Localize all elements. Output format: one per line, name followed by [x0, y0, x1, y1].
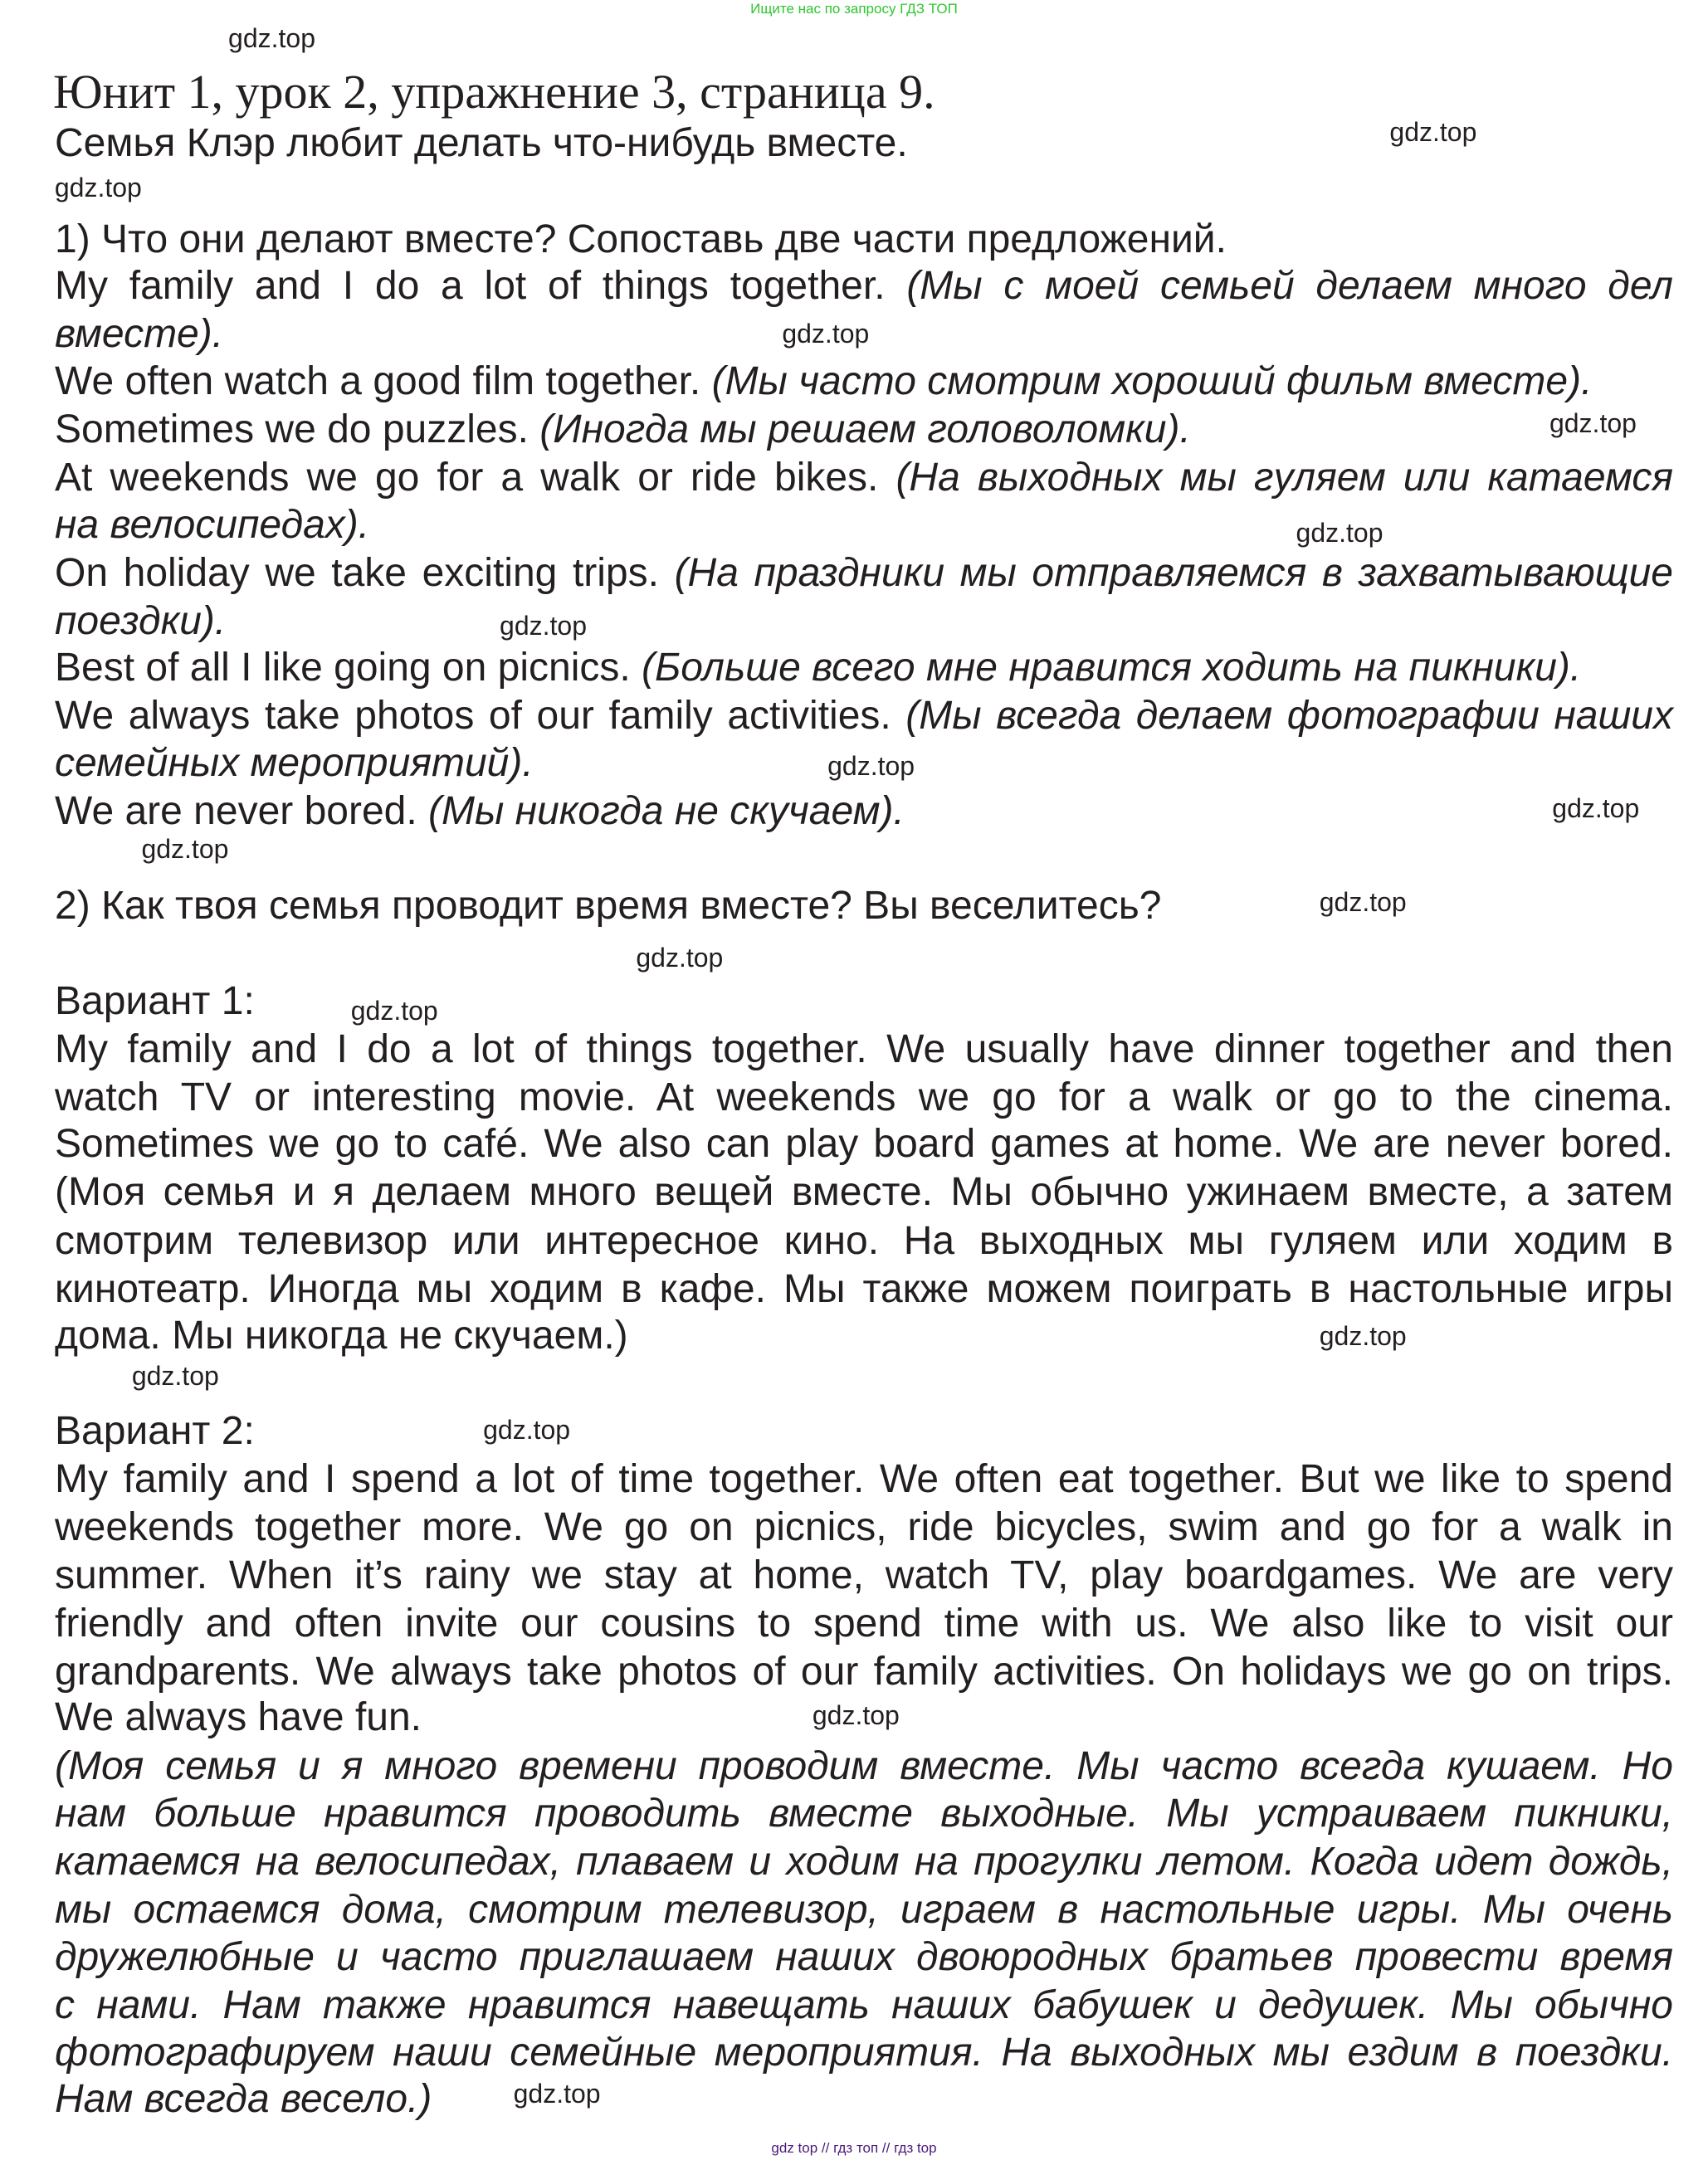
- translation-text: (На выходных мы гуляем или катаемся: [895, 456, 1674, 500]
- text-line: [55, 1982, 1673, 2030]
- text-line: [55, 692, 1673, 740]
- watermark: gdz.top: [500, 610, 587, 641]
- watermark: gdz.top: [54, 172, 142, 202]
- text-line: [55, 1120, 1673, 1168]
- text-line: [55, 1600, 1673, 1648]
- text-line: [55, 406, 1673, 454]
- watermark: gdz.top: [636, 942, 724, 973]
- text-segment: On holiday we take exciting trips.: [55, 551, 675, 595]
- translation-text: (Иногда мы решаем головоломки).: [539, 407, 1191, 451]
- text-segment: weekends together more. We go on picnics, ride bicycles, swim and go for a walk in: [55, 1505, 1673, 1549]
- watermark: gdz.top: [141, 833, 229, 864]
- translation-text: с нами. Нам также нравится навещать наших бабушек и дедушек. Мы обычно: [55, 1983, 1673, 2027]
- translation-text: (Мы всегда делаем фотографии наших: [905, 694, 1674, 738]
- translation-text: (Мы никогда не скучаем).: [428, 789, 905, 833]
- text-line: [55, 1312, 1673, 1360]
- text-line: [55, 1026, 1673, 1074]
- text-segment: grandparents. We always take photos of our family activities. On holidays we go on trips.: [55, 1650, 1673, 1694]
- text-segment: We are never bored.: [55, 789, 429, 833]
- watermark: gdz.top: [483, 1415, 571, 1446]
- watermark: gdz.top: [827, 750, 915, 781]
- text-segment: My family and I do a lot of things together.: [55, 264, 907, 308]
- text-segment: Вариант 2:: [55, 1409, 255, 1453]
- text-line: [55, 1217, 1673, 1265]
- text-segment: Семья Клэр любит делать что-нибудь вместе.: [55, 121, 908, 165]
- watermark: gdz.top: [812, 1699, 900, 1730]
- watermark: gdz.top: [1319, 1321, 1407, 1352]
- text-segment: дома. Мы никогда не скучаем.): [55, 1314, 628, 1358]
- text-segment: summer. When it’s rainy we stay at home, watch TV, play boardgames. We are very: [55, 1553, 1673, 1597]
- watermark: gdz.top: [1549, 407, 1637, 438]
- translation-text: вместе).: [55, 312, 224, 356]
- text-line: [55, 644, 1673, 692]
- translation-text: семейных мероприятий).: [55, 741, 534, 785]
- text-line: [55, 2029, 1673, 2077]
- text-line: [55, 1504, 1673, 1552]
- text-segment: At weekends we go for a walk or ride bikes.: [55, 456, 896, 500]
- translation-text: мы остаемся дома, смотрим телевизор, играем в настольные игры. Мы очень: [55, 1888, 1673, 1932]
- translation-text: (На праздники мы отправляемся в захватывающие: [674, 551, 1673, 595]
- page-title: Юнит 1, урок 2, упражнение 3, страница 9.: [53, 65, 935, 119]
- text-segment: Вариант 1:: [55, 979, 255, 1023]
- watermark: gdz.top: [513, 2079, 601, 2109]
- translation-text: дружелюбные и часто приглашаем наших двоюродных братьев провести время: [55, 1935, 1673, 1979]
- text-line: [55, 1838, 1673, 1886]
- text-segment: My family and I do a lot of things together. We usually have dinner together and then: [55, 1027, 1673, 1071]
- text-line: [55, 1886, 1673, 1934]
- text-segment: Sometimes we go to café. We also can play board games at home. We are never bored.: [55, 1122, 1673, 1166]
- watermark: gdz.top: [1389, 117, 1477, 148]
- text-line: [55, 597, 1673, 646]
- text-line: [55, 262, 1673, 310]
- watermark: gdz.top: [1552, 793, 1640, 824]
- text-line: [55, 1455, 1673, 1504]
- text-line: [55, 1265, 1673, 1314]
- text-line: [55, 216, 1673, 264]
- translation-text: на велосипедах).: [55, 503, 370, 547]
- translation-text: Нам всегда весело.): [55, 2077, 432, 2121]
- text-line: [55, 501, 1673, 549]
- text-segment: Sometimes we do puzzles.: [55, 407, 540, 451]
- text-line: [55, 1933, 1673, 1982]
- text-segment: Best of all I like going on picnics.: [55, 646, 642, 690]
- text-line: [55, 454, 1673, 502]
- text-segment: We always have fun.: [55, 1695, 422, 1739]
- text-segment: We often watch a good film together.: [55, 359, 712, 403]
- watermark: gdz.top: [1319, 887, 1407, 918]
- translation-text: катаемся на велосипедах, плаваем и ходим на прогулки летом. Когда идет дождь,: [55, 1840, 1673, 1884]
- watermark: gdz.top: [228, 23, 315, 54]
- translation-text: фотографируем наши семейные мероприятия. На выходных мы ездим в поездки.: [55, 2031, 1673, 2075]
- text-segment: We always take photos of our family activities.: [55, 694, 906, 738]
- text-segment: My family and I spend a lot of time together. We often eat together. But we like to spend: [55, 1457, 1673, 1501]
- translation-text: поездки).: [55, 599, 227, 643]
- translation-text: (Моя семья и я много времени проводим вместе. Мы часто всегда кушаем. Но: [55, 1744, 1673, 1788]
- text-segment: (Моя семья и я делаем много вещей вместе. Мы обычно ужинаем вместе, а затем: [55, 1170, 1673, 1214]
- text-segment: friendly and often invite our cousins to spend time with us. We also like to visit our: [55, 1602, 1673, 1646]
- text-line: [55, 549, 1673, 597]
- text-segment: watch TV or interesting movie. At weekends we go for a walk or go to the cinema.: [55, 1075, 1673, 1119]
- text-segment: 1) Что они делают вместе? Сопоставь две части предложений.: [55, 217, 1227, 261]
- text-segment: 2) Как твоя семья проводит время вместе? Вы веселитесь?: [55, 884, 1162, 928]
- text-line: [55, 1074, 1673, 1122]
- translation-text: (Мы с моей семьей делаем много дел: [906, 264, 1674, 308]
- text-segment: смотрим телевизор или интересное кино. На выходных мы гуляем или ходим в: [55, 1219, 1673, 1263]
- watermark: gdz.top: [1296, 518, 1383, 549]
- text-line: [55, 882, 1673, 930]
- text-line: [55, 1552, 1673, 1600]
- translation-text: нам больше нравится проводить вместе выходные. Мы устраиваем пикники,: [55, 1792, 1673, 1836]
- text-line: [55, 1168, 1673, 1217]
- text-line: [55, 358, 1673, 406]
- translation-text: (Мы часто смотрим хороший фильм вместе).: [711, 359, 1593, 403]
- text-line: [55, 1743, 1673, 1791]
- text-line: [55, 1790, 1673, 1838]
- bottom-banner: gdz top // гдз топ // гдз top: [771, 2140, 937, 2156]
- translation-text: (Больше всего мне нравится ходить на пикники).: [642, 646, 1582, 690]
- text-segment: кинотеатр. Иногда мы ходим в кафе. Мы также можем поиграть в настольные игры: [55, 1267, 1673, 1311]
- text-line: [55, 787, 1673, 836]
- watermark: gdz.top: [782, 318, 870, 349]
- watermark: gdz.top: [350, 996, 438, 1026]
- text-line: [55, 1648, 1673, 1696]
- text-line: [55, 2075, 1673, 2123]
- text-line: [55, 1407, 1673, 1455]
- top-banner: Ищите нас по запросу ГДЗ ТОП: [750, 1, 958, 17]
- text-line: [55, 978, 1673, 1026]
- watermark: gdz.top: [131, 1361, 219, 1392]
